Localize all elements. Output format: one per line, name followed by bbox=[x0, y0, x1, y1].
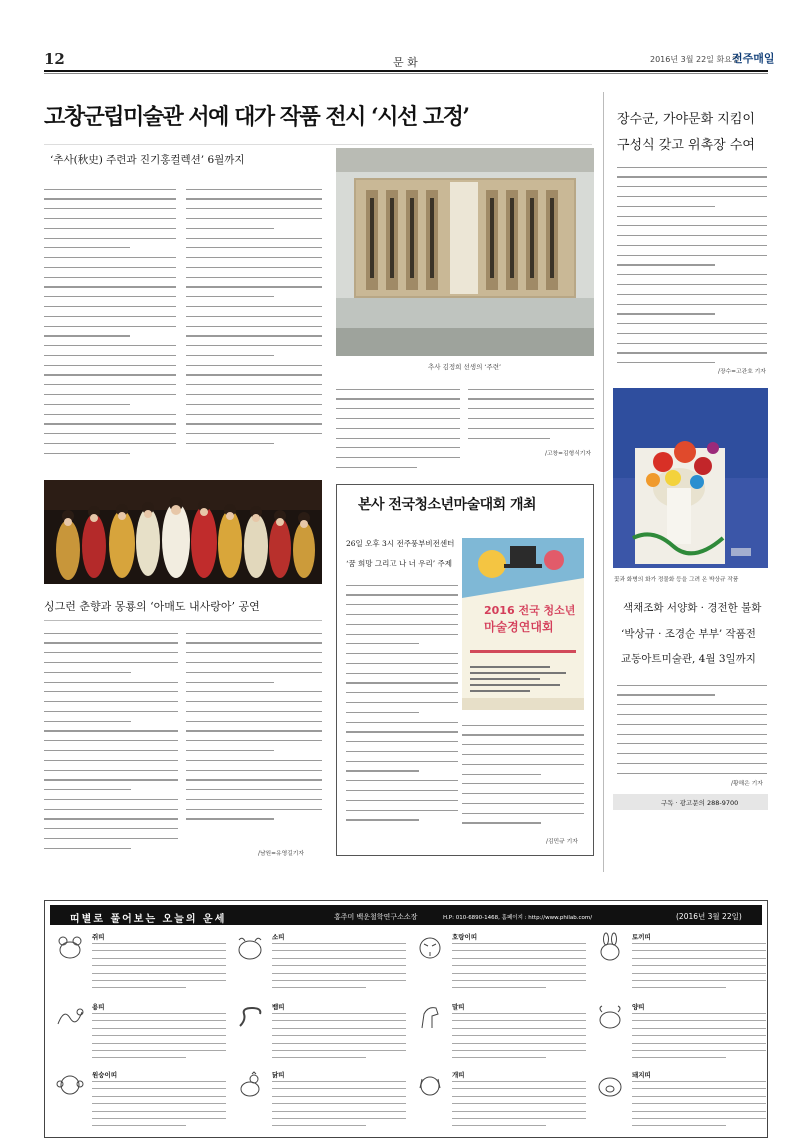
fortune-item bbox=[414, 1068, 590, 1136]
article5-byline: /황해은 기자 bbox=[731, 781, 763, 787]
article5-painting-photo bbox=[613, 388, 768, 568]
fortune-item bbox=[414, 1000, 590, 1068]
article3-headline: 싱그런 춘향과 몽룡의 ‘아매도 내사랑아’ 공연 bbox=[44, 600, 260, 613]
fortune-title: 띠별로 풀어보는 오늘의 운세 bbox=[70, 914, 227, 925]
poster-title-line2: 마술경연대회 bbox=[484, 620, 554, 634]
article4-subhead: 26일 오후 3시 전주풍부비전센터 bbox=[346, 539, 455, 548]
header-rule bbox=[44, 70, 768, 72]
article1-headline: 고창군립미술관 서예 대가 작품 전시 ‘시선 고정’ bbox=[44, 104, 469, 130]
article4-headline: 본사 전국청소년마술대회 개최 bbox=[358, 497, 537, 513]
article2-byline: /장수=고관호 기자 bbox=[718, 369, 766, 375]
poster-year: 2016 bbox=[484, 604, 515, 617]
article3-photo bbox=[44, 480, 322, 584]
sheep-icon bbox=[594, 1002, 626, 1032]
tiger-icon bbox=[414, 932, 446, 962]
article3-byline: /남원=유영길기자 bbox=[258, 851, 305, 857]
article5-headline-line2: ‘박상규 · 조경순 부부’ 작품전 bbox=[621, 628, 756, 640]
article1-text-col1 bbox=[44, 180, 176, 472]
fortune-item bbox=[234, 1068, 410, 1136]
divider bbox=[44, 620, 322, 621]
fortune-item bbox=[234, 930, 410, 998]
fortune-item bbox=[234, 1000, 410, 1068]
divider bbox=[44, 144, 592, 145]
article5-headline-line3: 교동아트미술관, 4월 3일까지 bbox=[621, 653, 756, 665]
article4-byline: /김민규 기자 bbox=[546, 839, 578, 845]
dragon-icon bbox=[54, 1002, 86, 1032]
monkey-icon bbox=[54, 1070, 86, 1100]
fortune-item bbox=[414, 930, 590, 998]
zodiac-name: 닭띠 bbox=[272, 1071, 285, 1079]
fortune-item bbox=[594, 930, 770, 998]
zodiac-name: 소띠 bbox=[272, 933, 285, 941]
zodiac-name: 원숭이띠 bbox=[92, 1071, 118, 1079]
fortune-item bbox=[594, 1068, 770, 1136]
zodiac-name: 용띠 bbox=[92, 1003, 105, 1011]
article1-text-col3 bbox=[336, 380, 460, 478]
article1-photo bbox=[336, 148, 594, 356]
fortune-item bbox=[54, 1000, 230, 1068]
issue-date: 2016년 3월 22일 화요일 bbox=[650, 55, 740, 64]
article2-text bbox=[617, 158, 767, 370]
pig-icon bbox=[594, 1070, 626, 1100]
horse-icon bbox=[414, 1002, 446, 1032]
mouse-icon bbox=[54, 932, 86, 962]
zodiac-name: 뱀띠 bbox=[272, 1003, 285, 1011]
section-name: 문 화 bbox=[393, 56, 418, 69]
article3-text-col1 bbox=[44, 624, 178, 864]
article1-text-col2 bbox=[186, 180, 322, 472]
article1-byline: /고창=김형식기자 bbox=[545, 451, 592, 457]
article1-subhead: ‘추사(秋史) 주련과 진기홍컬렉션’ 6월까지 bbox=[50, 154, 245, 166]
fortune-item bbox=[54, 1068, 230, 1136]
subscription-text: 구독 · 광고문의 288-9700 bbox=[661, 799, 739, 807]
article3-text-col2 bbox=[186, 624, 322, 842]
article2-headline-line2: 구성식 갖고 위촉장 수여 bbox=[617, 138, 755, 153]
newspaper-brand: 전주매일 bbox=[732, 52, 775, 65]
fortune-author: 홍주미 백운철학연구소소장 bbox=[334, 913, 418, 921]
article5-text bbox=[617, 676, 767, 780]
article1-text-col4 bbox=[468, 380, 594, 450]
article5-headline-line1: 색채조화 서양화 · 경전한 불화 bbox=[623, 602, 762, 614]
article2-headline-line1: 장수군, 가야문화 지킴이 bbox=[617, 112, 755, 127]
zodiac-name: 말띠 bbox=[452, 1003, 465, 1011]
zodiac-name: 토끼띠 bbox=[632, 933, 651, 941]
article4-poster bbox=[462, 538, 584, 710]
zodiac-name: 호랑이띠 bbox=[452, 933, 478, 941]
article5-photo-caption: 꽃과 화병의 화가 정물화 등을 그려 온 박상규 작품 bbox=[614, 577, 739, 583]
article4-text-col2 bbox=[462, 716, 584, 834]
rabbit-icon bbox=[594, 932, 626, 962]
subscription-box bbox=[613, 794, 768, 810]
fortune-contact: H.P: 010-6890-1468, 홈페이지 : http://www.philab.com/ bbox=[443, 915, 593, 921]
zodiac-name: 양띠 bbox=[632, 1003, 645, 1011]
dog-icon bbox=[414, 1070, 446, 1100]
zodiac-name: 쥐띠 bbox=[92, 933, 105, 941]
fortune-date: (2016년 3월 22일) bbox=[676, 912, 742, 921]
fortune-item bbox=[594, 1000, 770, 1068]
article1-photo-caption: 추사 김정희 선생의 ‘주련’ bbox=[428, 363, 502, 371]
page-number: 12 bbox=[44, 50, 65, 68]
snake-icon bbox=[234, 1002, 266, 1032]
ox-icon bbox=[234, 932, 266, 962]
zodiac-name: 돼지띠 bbox=[632, 1071, 651, 1079]
article4-text-col1 bbox=[346, 576, 458, 832]
fortune-item bbox=[54, 930, 230, 998]
article4-quote: ‘꿈 희망 그리고 나 너 우리’ 주제 bbox=[346, 559, 453, 568]
rooster-icon bbox=[234, 1070, 266, 1100]
zodiac-name: 개띠 bbox=[452, 1071, 465, 1079]
poster-title: 전국 청소년 bbox=[518, 604, 576, 617]
header-rule-thin bbox=[44, 73, 768, 74]
column-separator bbox=[603, 92, 604, 872]
